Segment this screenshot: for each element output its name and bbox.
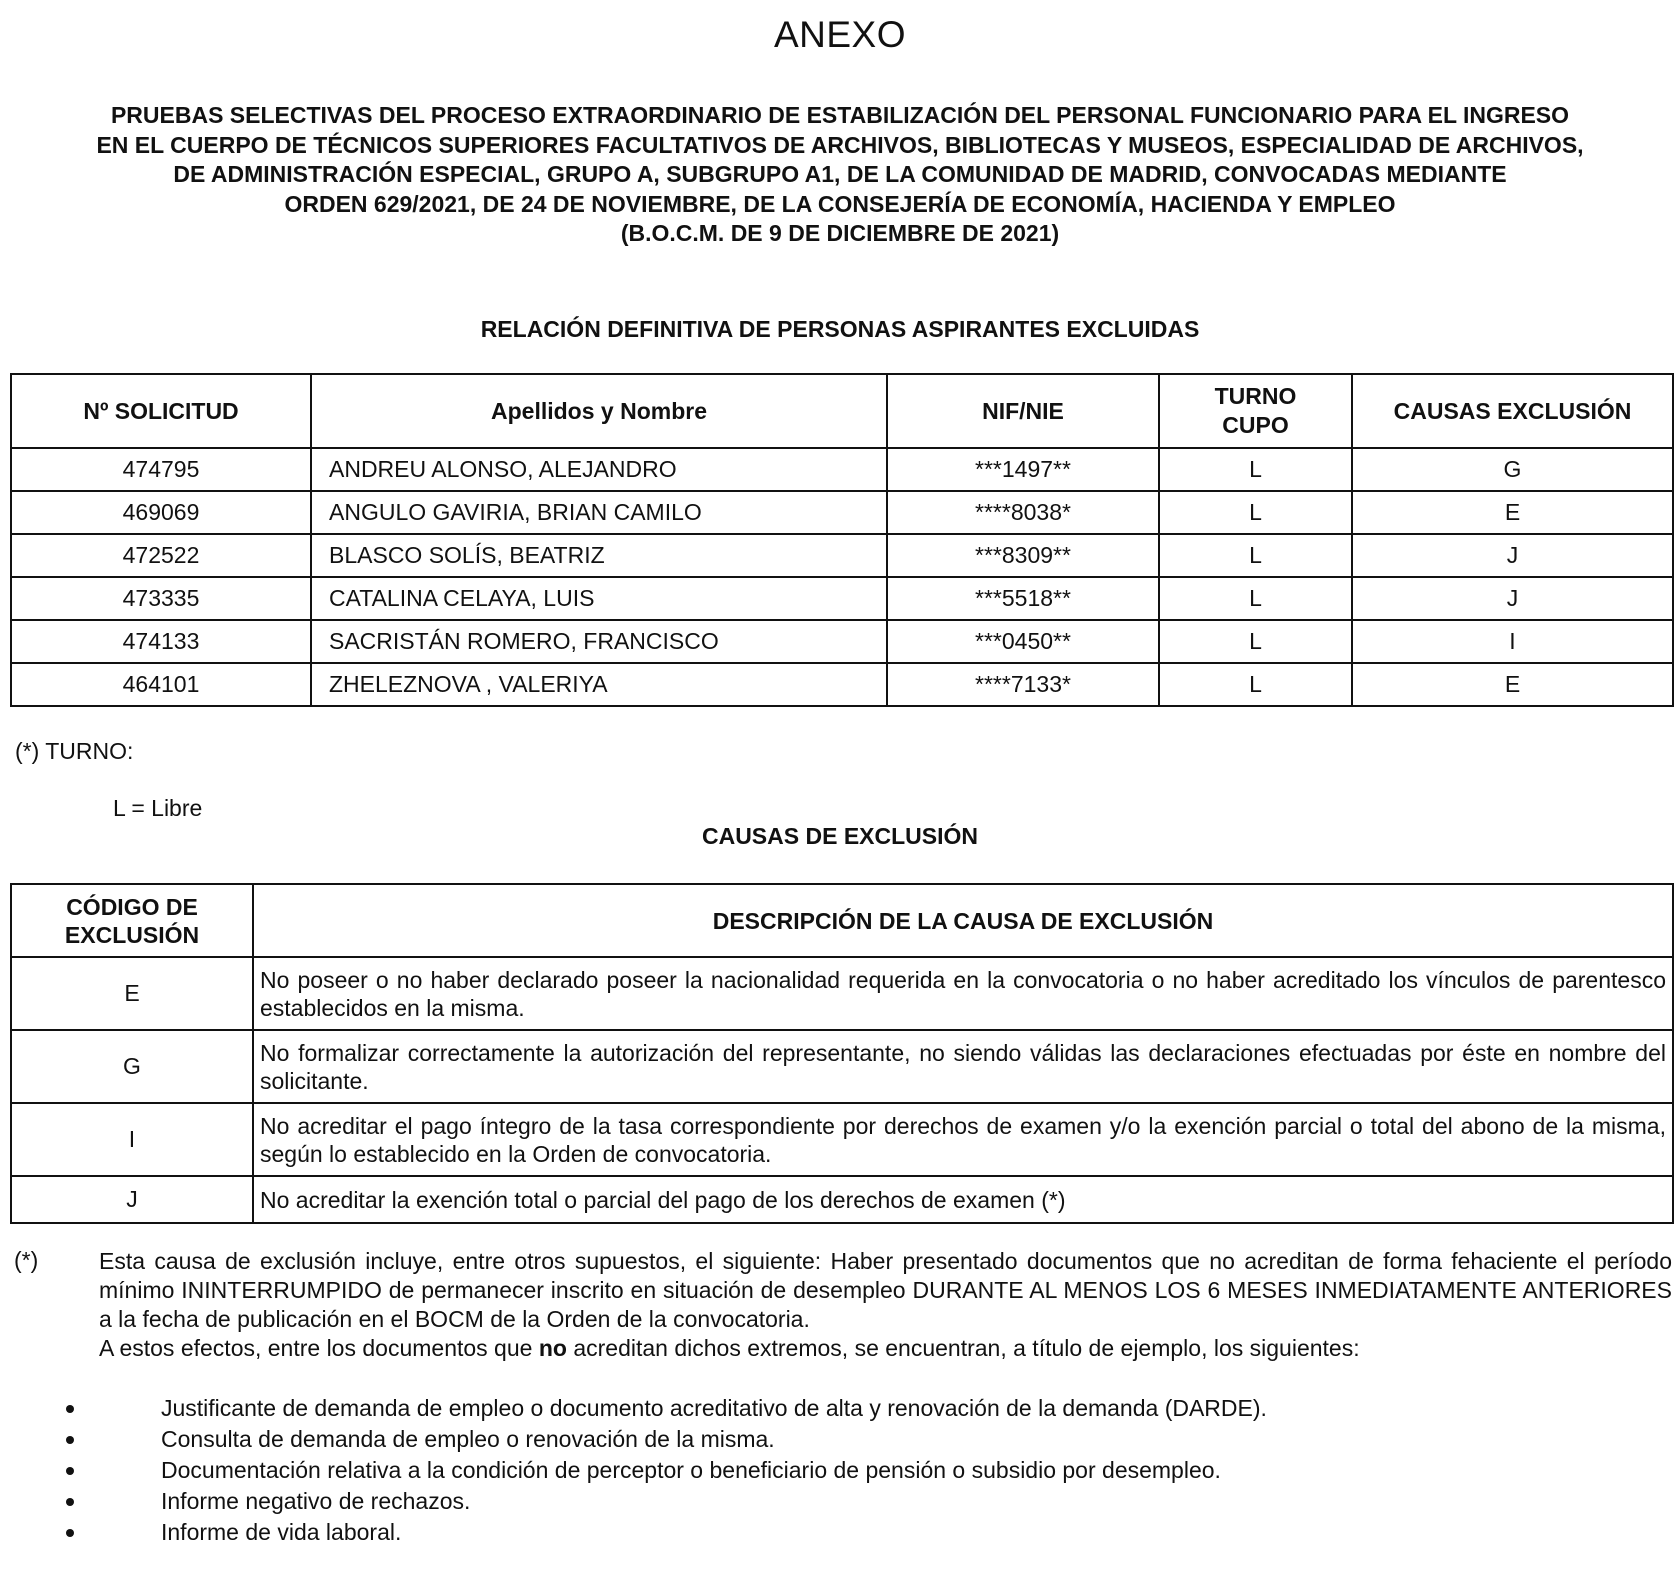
annex-title: ANEXO <box>773 14 907 55</box>
cell-solicitud: 474133 <box>11 620 311 663</box>
header-turno-line: CUPO <box>1222 412 1289 438</box>
cell-nif: ***0450** <box>887 620 1159 663</box>
table-row <box>11 1030 1673 1103</box>
causes-title: CAUSAS DE EXCLUSIÓN <box>701 823 979 849</box>
cell-description: No acreditar el pago íntegro de la tasa correspondiente por derechos de examen y/o la exención parcial o total del abono de la misma, según lo establecido en la Orden de convocatoria. <box>253 1103 1673 1176</box>
table-row <box>11 491 1673 534</box>
table-row <box>11 663 1673 706</box>
table-row <box>11 534 1673 577</box>
table-row <box>11 957 1673 1030</box>
heading-line: DE ADMINISTRACIÓN ESPECIAL, GRUPO A, SUBGRUPO A1, DE LA COMUNIDAD DE MADRID, CONVOCADAS MEDIANTE <box>173 161 1507 187</box>
cell-nombre: BLASCO SOLÍS, BEATRIZ <box>311 534 887 577</box>
cell-nif: ****7133* <box>887 663 1159 706</box>
cell-code: J <box>11 1176 253 1223</box>
table-row <box>11 1103 1673 1176</box>
footnote-bold-word: no <box>538 1335 567 1361</box>
cell-description: No formalizar correctamente la autorización del representante, no siendo válidas las declaraciones efectuadas por éste en nombre del solicitante. <box>253 1030 1673 1103</box>
table-row <box>11 577 1673 620</box>
header-code-line: EXCLUSIÓN <box>64 921 200 948</box>
cell-solicitud: 473335 <box>11 577 311 620</box>
table-row <box>11 620 1673 663</box>
bullet-icon <box>66 1467 74 1475</box>
document-heading <box>0 101 1680 249</box>
list-item-text: Informe de vida laboral. <box>161 1519 402 1545</box>
heading-line: PRUEBAS SELECTIVAS DEL PROCESO EXTRAORDINARIO DE ESTABILIZACIÓN DEL PERSONAL FUNCIONARIO PARA EL INGRESO <box>110 102 1570 128</box>
document-example-list <box>66 1393 1267 1548</box>
list-item-text: Documentación relativa a la condición de perceptor o beneficiario de pensión o subsidio por desempleo. <box>161 1457 1221 1483</box>
cell-solicitud: 472522 <box>11 534 311 577</box>
header-code <box>11 884 253 957</box>
turno-note: (*) TURNO: <box>15 738 134 764</box>
cell-code: I <box>11 1103 253 1176</box>
cell-causa: G <box>1352 448 1673 491</box>
cell-solicitud: 474795 <box>11 448 311 491</box>
excluded-applicants-table <box>10 373 1674 707</box>
header-nombre: Apellidos y Nombre <box>311 374 887 448</box>
bullet-icon <box>66 1436 74 1444</box>
cell-turno: L <box>1159 534 1352 577</box>
cell-description: No poseer o no haber declarado poseer la nacionalidad requerida en la convocatoria o no haber acreditado los vínculos de parentesco establecidos en la misma. <box>253 957 1673 1030</box>
cell-turno: L <box>1159 577 1352 620</box>
list-item <box>66 1393 1267 1424</box>
list-item <box>66 1517 1267 1548</box>
footnote-text <box>99 1247 1672 1363</box>
table-row <box>11 1176 1673 1223</box>
turno-libre-legend: L = Libre <box>113 795 203 821</box>
list-item <box>66 1486 1267 1517</box>
table-header-row <box>11 374 1673 448</box>
heading-line: ORDEN 629/2021, DE 24 DE NOVIEMBRE, DE LA CONSEJERÍA DE ECONOMÍA, HACIENDA Y EMPLEO <box>284 190 1396 217</box>
cell-turno: L <box>1159 663 1352 706</box>
footnote-text-part: A estos efectos, entre los documentos que <box>99 1335 539 1361</box>
header-solicitud: Nº SOLICITUD <box>11 374 311 448</box>
list-item <box>66 1424 1267 1455</box>
excluded-list-title: RELACIÓN DEFINITIVA DE PERSONAS ASPIRANTES EXCLUIDAS <box>480 316 1200 342</box>
cell-nif: ***5518** <box>887 577 1159 620</box>
cell-nombre: ANGULO GAVIRIA, BRIAN CAMILO <box>311 491 887 534</box>
cell-causa: E <box>1352 663 1673 706</box>
header-turno-line: TURNO <box>1214 383 1297 409</box>
footnote-second-paragraph <box>99 1334 1672 1363</box>
cell-nif: ****8038* <box>887 491 1159 534</box>
header-causas: CAUSAS EXCLUSIÓN <box>1352 374 1673 448</box>
cell-nombre: CATALINA CELAYA, LUIS <box>311 577 887 620</box>
cell-turno: L <box>1159 491 1352 534</box>
list-item-text: Consulta de demanda de empleo o renovación de la misma. <box>161 1426 775 1452</box>
table-header-row <box>11 884 1673 957</box>
heading-line: EN EL CUERPO DE TÉCNICOS SUPERIORES FACULTATIVOS DE ARCHIVOS, BIBLIOTECAS Y MUSEOS, ESPECIALIDAD DE ARCHIVOS, <box>96 131 1584 158</box>
cell-nombre: ANDREU ALONSO, ALEJANDRO <box>311 448 887 491</box>
header-description: DESCRIPCIÓN DE LA CAUSA DE EXCLUSIÓN <box>253 884 1673 957</box>
bullet-icon <box>66 1405 74 1413</box>
header-turno <box>1159 374 1352 448</box>
cell-causa: I <box>1352 620 1673 663</box>
cell-description: No acreditar la exención total o parcial del pago de los derechos de examen (*) <box>253 1176 1673 1223</box>
exclusion-causes-table <box>10 883 1674 1224</box>
heading-line: (B.O.C.M. DE 9 DE DICIEMBRE DE 2021) <box>620 220 1060 246</box>
cell-solicitud: 464101 <box>11 663 311 706</box>
cell-causa: J <box>1352 534 1673 577</box>
cell-solicitud: 469069 <box>11 491 311 534</box>
cell-nif: ***8309** <box>887 534 1159 577</box>
cell-nombre: SACRISTÁN ROMERO, FRANCISCO <box>311 620 887 663</box>
table-row <box>11 448 1673 491</box>
cell-code: E <box>11 957 253 1030</box>
cell-causa: E <box>1352 491 1673 534</box>
cell-nif: ***1497** <box>887 448 1159 491</box>
footnote-mark: (*) <box>14 1247 39 1273</box>
list-item-text: Informe negativo de rechazos. <box>161 1488 471 1514</box>
list-item-text: Justificante de demanda de empleo o documento acreditativo de alta y renovación de la demanda (DARDE). <box>161 1395 1267 1421</box>
header-nif: NIF/NIE <box>887 374 1159 448</box>
list-item <box>66 1455 1267 1486</box>
footnote-text-part: acreditan dichos extremos, se encuentran, a título de ejemplo, los siguientes: <box>566 1335 1360 1361</box>
cell-code: G <box>11 1030 253 1103</box>
header-code-line: CÓDIGO DE <box>66 893 198 920</box>
cell-turno: L <box>1159 448 1352 491</box>
bullet-icon <box>66 1529 74 1537</box>
footnote-paragraph: Esta causa de exclusión incluye, entre otros supuestos, el siguiente: Haber presentado documentos que no acreditan de forma fehaciente el período mínimo ININTERRUMPIDO de permanecer inscrito en situación de desempleo DURANTE AL MENOS LOS 6 MESES INMEDIATAMENTE ANTERIORES a la fecha de publicación en el BOCM de la Orden de la convocatoria. <box>99 1248 1672 1332</box>
bullet-icon <box>66 1498 74 1506</box>
cell-turno: L <box>1159 620 1352 663</box>
cell-nombre: ZHELEZNOVA , VALERIYA <box>311 663 887 706</box>
cell-causa: J <box>1352 577 1673 620</box>
